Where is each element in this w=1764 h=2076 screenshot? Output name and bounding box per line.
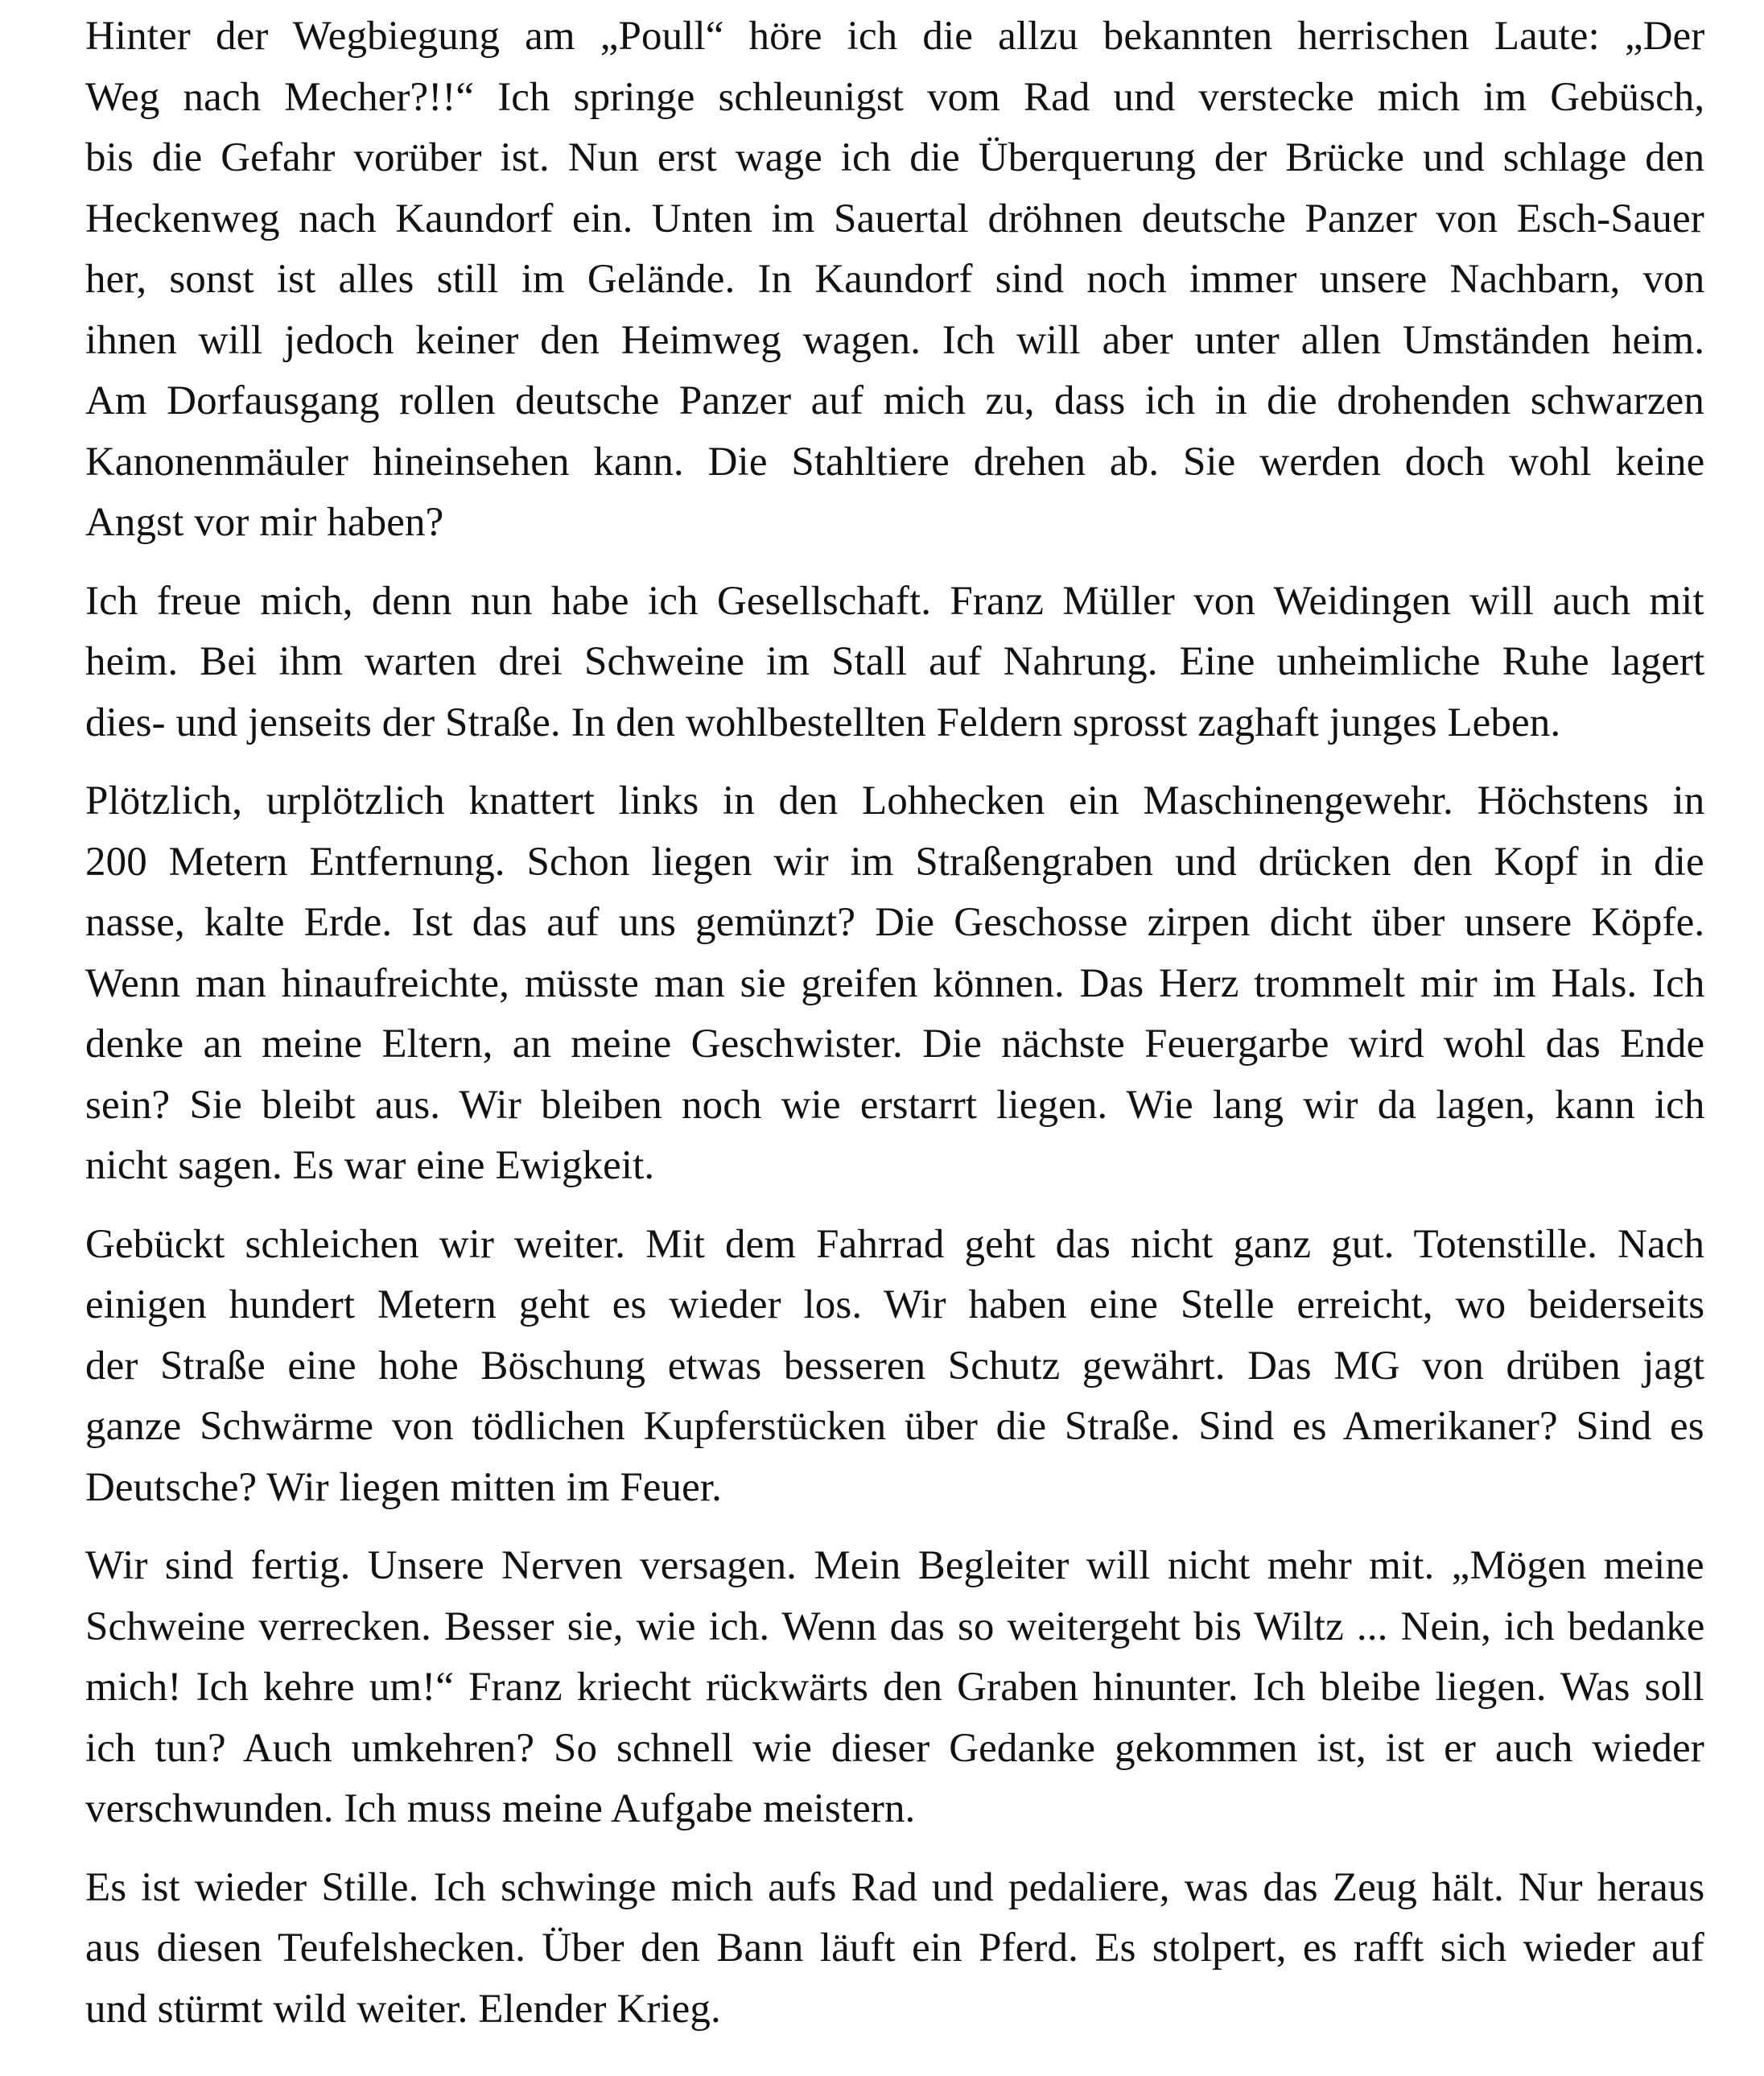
text-line: sein? Sie bleibt aus. Wir bleiben noch wie erstarrt liegen. Wie lang wir da lagen, kann ich	[85, 1082, 1705, 1128]
text-line: Angst vor mir haben?	[85, 500, 444, 545]
text-line: bis die Gefahr vorüber ist. Nun erst wage ich die Überquerung der Brücke und schlage den	[85, 135, 1705, 180]
text-line: 200 Metern Entfernung. Schon liegen wir im Straßengraben und drücken den Kopf in die	[85, 839, 1704, 885]
text-line: ich tun? Auch umkehren? So schnell wie dieser Gedanke gekommen ist, ist er auch wieder	[85, 1725, 1704, 1771]
document-page	[85, 6, 1704, 2057]
text-line: dies- und jenseits der Straße. In den wohlbestellten Feldern sprosst zaghaft junges Leben.	[85, 700, 1561, 745]
text-line: Gebückt schleichen wir weiter. Mit dem Fahrrad geht das nicht ganz gut. Totenstille. Nach	[85, 1221, 1705, 1267]
text-line: Deutsche? Wir liegen mitten im Feuer.	[85, 1464, 722, 1510]
text-line: Wenn man hinaufreichte, müsste man sie greifen können. Das Herz trommelt mir im Hals. Ich	[85, 960, 1705, 1006]
text-line: Ich freue mich, denn nun habe ich Gesellschaft. Franz Müller von Weidingen will auch mit	[85, 578, 1704, 624]
paragraph-6	[85, 1858, 1704, 2041]
text-line: mich! Ich kehre um!“ Franz kriecht rückwärts den Graben hinunter. Ich bleibe liegen. Was soll	[85, 1665, 1704, 1710]
text-line: Schweine verrecken. Besser sie, wie ich. Wenn das so weitergeht bis Wiltz ... Nein, ich bedanke	[85, 1603, 1705, 1649]
text-line: der Straße eine hohe Böschung etwas besseren Schutz gewährt. Das MG von drüben jagt	[85, 1343, 1705, 1389]
paragraph-4	[85, 1215, 1704, 1519]
text-line: einigen hundert Metern geht es wieder los. Wir haben eine Stelle erreicht, wo beiderseits	[85, 1282, 1705, 1327]
paragraph-2	[85, 572, 1704, 754]
text-line: aus diesen Teufelshecken. Über den Bann läuft ein Pferd. Es stolpert, es rafft sich wieder auf	[85, 1925, 1704, 1971]
paragraph-5	[85, 1536, 1704, 1840]
paragraph-3	[85, 771, 1704, 1197]
text-line: denke an meine Eltern, an meine Geschwister. Die nächste Feuergarbe wird wohl das Ende	[85, 1021, 1705, 1067]
text-line: Am Dorfausgang rollen deutsche Panzer auf mich zu, dass ich in die drohenden schwarzen	[85, 378, 1704, 423]
text-line: verschwunden. Ich muss meine Aufgabe meistern.	[85, 1786, 916, 1831]
text-line: und stürmt wild weiter. Elender Krieg.	[85, 1986, 721, 2032]
text-line: Hinter der Wegbiegung am „Poull“ höre ich die allzu bekannten herrischen Laute: „Der	[85, 14, 1705, 59]
text-line: Heckenweg nach Kaundorf ein. Unten im Sauertal dröhnen deutsche Panzer von Esch-Sauer	[85, 196, 1704, 241]
text-line: her, sonst ist alles still im Gelände. In Kaundorf sind noch immer unsere Nachbarn, von	[85, 257, 1705, 302]
text-line: nicht sagen. Es war eine Ewigkeit.	[85, 1143, 655, 1188]
text-line: ihnen will jedoch keiner den Heimweg wagen. Ich will aber unter allen Umständen heim.	[85, 317, 1705, 363]
text-line: heim. Bei ihm warten drei Schweine im Stall auf Nahrung. Eine unheimliche Ruhe lagert	[85, 639, 1705, 684]
text-line: Weg nach Mecher?!!“ Ich springe schleunigst vom Rad und verstecke mich im Gebüsch,	[85, 74, 1705, 120]
text-line: Kanonenmäuler hineinsehen kann. Die Stahltiere drehen ab. Sie werden doch wohl keine	[85, 439, 1705, 485]
text-line: ganze Schwärme von tödlichen Kupferstücken über die Straße. Sind es Amerikaner? Sind es	[85, 1404, 1704, 1449]
text-line: Es ist wieder Stille. Ich schwinge mich aufs Rad und pedaliere, was das Zeug hält. Nur heraus	[85, 1864, 1705, 1910]
text-line: nasse, kalte Erde. Ist das auf uns gemünzt? Die Geschosse zirpen dicht über unsere Köpfe.	[85, 900, 1705, 945]
text-line: Plötzlich, urplötzlich knattert links in den Lohhecken ein Maschinengewehr. Höchstens in	[85, 778, 1705, 823]
text-line: Wir sind fertig. Unsere Nerven versagen. Mein Begleiter will nicht mehr mit. „Mögen meine	[85, 1543, 1704, 1588]
paragraph-1	[85, 6, 1704, 554]
